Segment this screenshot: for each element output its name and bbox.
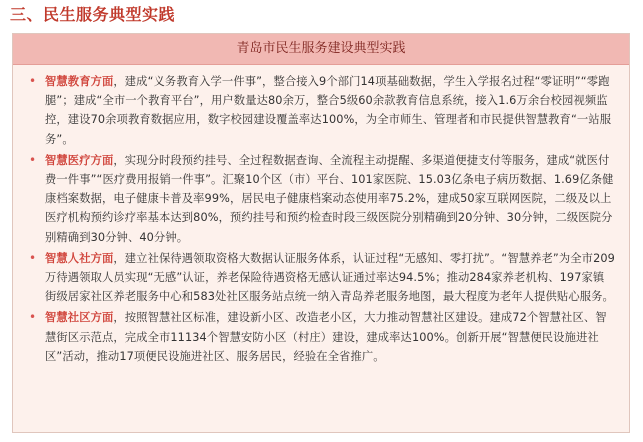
item-lead: 智慧医疗方面 <box>45 153 114 167</box>
item-text: ，按照智慧社区标准，建设新小区、改造老小区，大力推动智慧社区建设。建成72个智慧社区、智慧街区示范点，完成全市11134个智慧安防小区（村庄）建设，建成率达100%。创新开展“智慧便民设施进社区”活动，推动17项便民设施进社区、服务居民，经验在全省推广。 <box>45 311 607 363</box>
item-text: ，建立社保待遇领取资格大数据认证服务体系，认证过程“无感知、零打扰”。“智慧养老”为全市209万待遇领取人员实现“无感”认证，养老保险待遇资格无感认证通过率达94.5%；推动284家养老机构、197家镇街级居家社区养老服务中心和583处社区服务站点统一纳入青岛养老服务地图，最大程度为老年人提供贴心服务。 <box>45 251 615 304</box>
item-lead: 智慧教育方面 <box>45 75 114 88</box>
list-item-community <box>29 308 615 366</box>
item-text: ，实现分时段预约挂号、全过程数据查询、全流程主动提醒、多渠道便捷支付等服务，建成“就医付费一件事”“医疗费用报销一件事”。汇聚10个区（市）平台、101家医院、15.03亿条电子病历数据、1.69亿条健康档案数据，电子健康卡普及率99%，居民电子健康档案动态使用率75.2%，建成50家互联网医院，二级及以上医疗机构预约诊疗率基本达到80%，预约挂号和预约检查时段三级医院分别精确到20分钟、30分钟，二级医院分别精确到30分钟、40分钟。 <box>45 153 614 244</box>
list-item-social-security <box>29 249 615 307</box>
bullet-icon: • <box>29 74 37 88</box>
item-text: ，建成“义务教育入学一件事”，整合接入9个部门14项基础数据，学生入学报名过程“零证明”“零跑腿”；建成“全市一个教育平台”，用户数量达80余万，整合5级60余款教育信息系统，接入1.6万余台校园视频监控，建设70余项教育数据应用，数字校园建设覆盖率达100%，为全市师生、管理者和市民提供智慧教育“一站服务”。 <box>45 75 612 146</box>
bullet-icon: • <box>29 250 37 265</box>
section-heading: 三、民生服务典型实践 <box>10 5 176 24</box>
bullet-icon: • <box>29 310 37 325</box>
bullet-icon: • <box>29 152 37 167</box>
practice-card <box>12 33 630 433</box>
list-item-medical <box>29 151 615 247</box>
item-lead: 智慧社区方面 <box>45 311 114 325</box>
practice-list <box>29 72 615 368</box>
list-item-education <box>29 72 615 149</box>
card-title: 青岛市民生服务建设典型实践 <box>13 34 629 65</box>
item-lead: 智慧人社方面 <box>45 251 114 265</box>
